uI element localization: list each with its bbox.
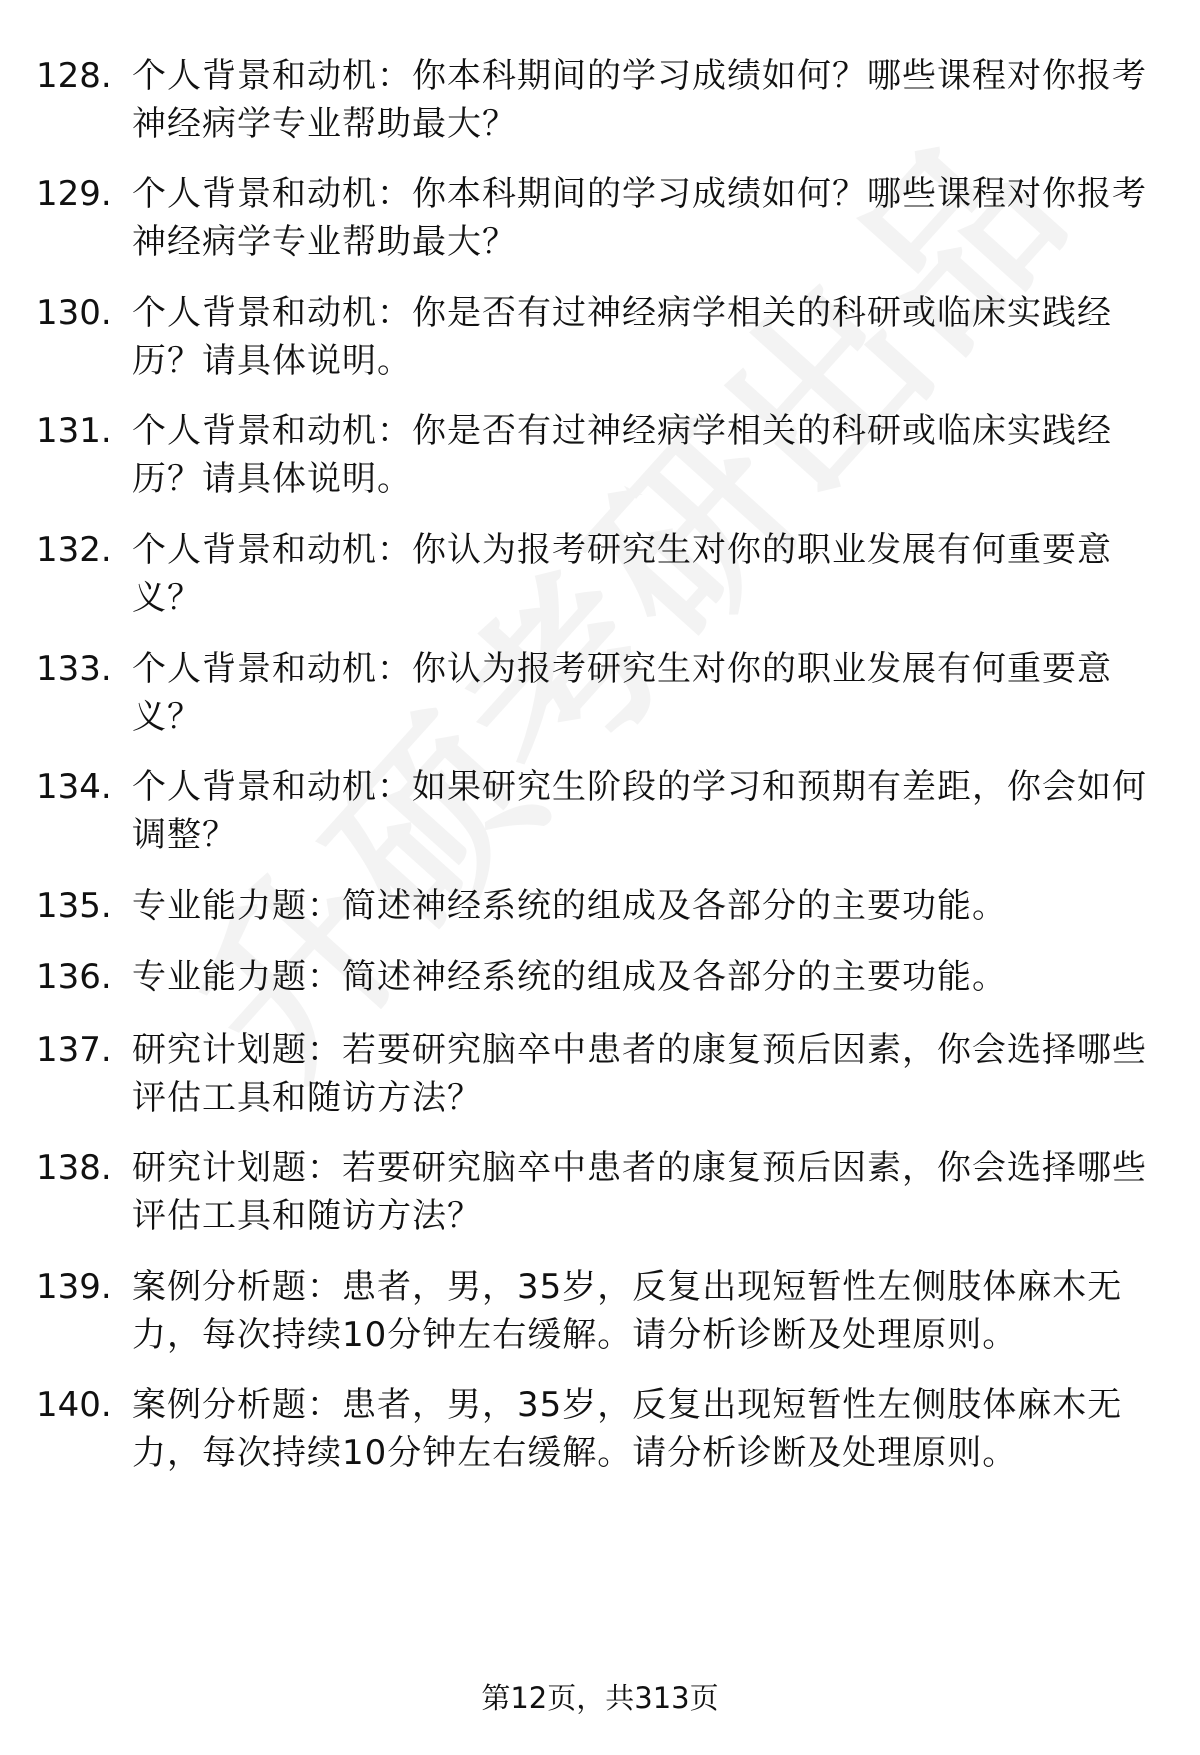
question-text: 个人背景和动机：你认为报考研究生对你的职业发展有何重要意义？ <box>132 530 1112 618</box>
question-number: 132. <box>36 530 112 570</box>
question-text: 个人背景和动机：你是否有过神经病学相关的科研或临床实践经历？请具体说明。 <box>132 293 1112 381</box>
question-number: 140. <box>36 1385 112 1425</box>
question-number: 130. <box>36 293 112 333</box>
question-text: 个人背景和动机：如果研究生阶段的学习和预期有差距，你会如何调整？ <box>132 767 1147 855</box>
question-number: 136. <box>36 957 112 997</box>
question-number: 131. <box>36 411 112 451</box>
question-text: 研究计划题：若要研究脑卒中患者的康复预后因素，你会选择哪些评估工具和随访方法？ <box>132 1148 1147 1236</box>
question-item <box>36 526 1170 622</box>
question-number: 133. <box>36 649 112 689</box>
question-text: 专业能力题：简述神经系统的组成及各部分的主要功能。 <box>132 886 1007 926</box>
question-number: 139. <box>36 1267 112 1307</box>
question-item <box>36 882 1170 930</box>
question-item <box>36 645 1170 741</box>
question-item <box>36 407 1170 503</box>
question-item <box>36 763 1170 859</box>
question-item <box>36 1026 1170 1122</box>
question-item <box>36 170 1170 266</box>
question-number: 128. <box>36 56 112 96</box>
question-text: 案例分析题：患者，男，35岁，反复出现短暂性左侧肢体麻木无力，每次持续10分钟左右缓解。请分析诊断及处理原则。 <box>132 1385 1123 1473</box>
question-number: 138. <box>36 1148 112 1188</box>
question-text: 研究计划题：若要研究脑卒中患者的康复预后因素，你会选择哪些评估工具和随访方法？ <box>132 1030 1147 1118</box>
question-item <box>36 953 1170 1001</box>
page-indicator: 第12页，共313页 <box>481 1681 719 1715</box>
question-item <box>36 1144 1170 1240</box>
question-item <box>36 1381 1170 1477</box>
question-number: 134. <box>36 767 112 807</box>
question-number: 137. <box>36 1030 112 1070</box>
question-text: 个人背景和动机：你本科期间的学习成绩如何？哪些课程对你报考神经病学专业帮助最大？ <box>132 56 1147 144</box>
question-item <box>36 1263 1170 1359</box>
question-item <box>36 52 1170 148</box>
question-number: 135. <box>36 886 112 926</box>
question-text: 案例分析题：患者，男，35岁，反复出现短暂性左侧肢体麻木无力，每次持续10分钟左右缓解。请分析诊断及处理原则。 <box>132 1267 1123 1355</box>
question-number: 129. <box>36 174 112 214</box>
question-text: 个人背景和动机：你认为报考研究生对你的职业发展有何重要意义？ <box>132 649 1112 737</box>
question-text: 个人背景和动机：你本科期间的学习成绩如何？哪些课程对你报考神经病学专业帮助最大？ <box>132 174 1147 262</box>
question-item <box>36 289 1170 385</box>
question-text: 个人背景和动机：你是否有过神经病学相关的科研或临床实践经历？请具体说明。 <box>132 411 1112 499</box>
question-text: 专业能力题：简述神经系统的组成及各部分的主要功能。 <box>132 957 1007 997</box>
